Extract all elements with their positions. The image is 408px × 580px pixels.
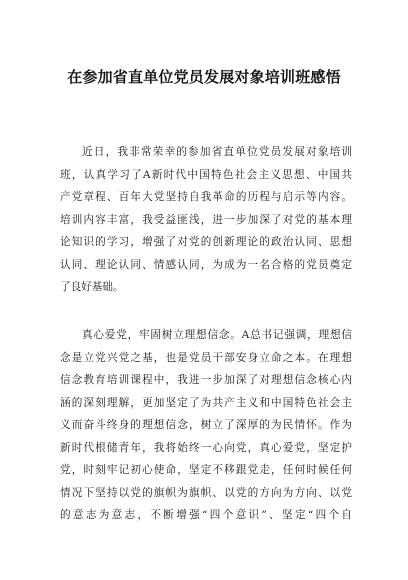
paragraph-line: 义而奋斗终身的理想信念，树立了深厚的为民情怀。作为 xyxy=(60,419,352,431)
paragraph-line: 党，时刻牢记初心使命，坚定不移跟党走，任何时候任何 xyxy=(60,464,352,476)
paragraph-line: 新时代根储青年，我将始终一心向党，真心爱党，坚定护 xyxy=(60,441,352,454)
paragraph-line: 念是立党兴党之基，也是党员干部安身立命之本。在理想 xyxy=(60,351,352,364)
paragraph-2 xyxy=(60,324,352,527)
paragraph-line: 培训内容丰富，我受益匪浅，进一步加深了对党的基本理 xyxy=(60,213,352,226)
paragraph-line: 产党章程、百年大党坚持自我革命的历程与启示等内容。 xyxy=(60,191,352,203)
paragraph-line: 的意志为意志，不断增强“四个意识”、坚定“四个自 xyxy=(60,509,352,521)
paragraph-line: 论知识的学习，增强了对党的创新理论的政治认同、思想 xyxy=(60,236,352,248)
document-title: 在参加省直单位党员发展对象培训班感悟 xyxy=(67,68,341,86)
paragraph-line: 认同、理论认同、情感认同，为成为一名合格的党员奠定 xyxy=(60,258,352,271)
paragraph-line: 涵的深刻理解，更加坚定了为共产主义和中国特色社会主 xyxy=(60,396,352,409)
paragraph-line: 真心爱党，牢固树立理想信念。A总书记强调，理想信 xyxy=(82,329,352,341)
paragraph-line: 情况下坚持以党的旗帜为旗帜、以党的方向为方向、以党 xyxy=(60,486,352,499)
paragraph-line: 了良好基础。 xyxy=(60,281,124,293)
paragraph-line: 班，认真学习了A新时代中国特色社会主义思想、中国共 xyxy=(60,168,352,181)
paragraph-line: 信念教育培训课程中，我进一步加深了对理想信念核心内 xyxy=(60,374,352,386)
paragraph-1 xyxy=(60,141,352,299)
paragraph-line: 近日，我非常荣幸的参加省直单位党员发展对象培训 xyxy=(82,146,352,158)
